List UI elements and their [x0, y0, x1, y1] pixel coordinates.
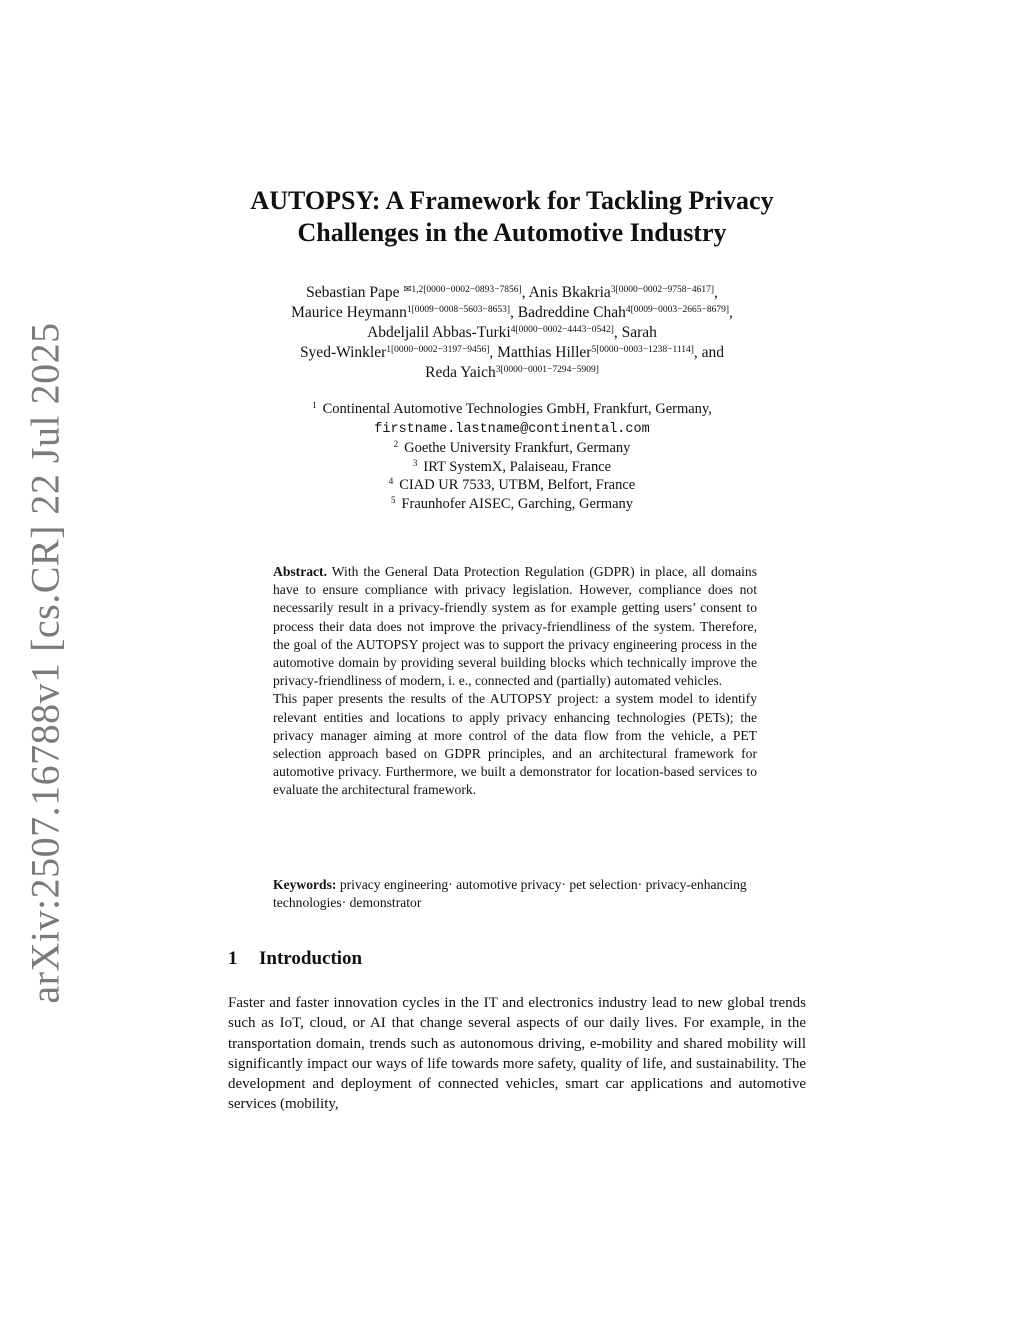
- affiliation-5: $^5$ Fraunhofer AISEC, Garching, Germany: [390, 494, 634, 512]
- section-number: 1: [228, 948, 238, 969]
- keywords: [273, 876, 773, 912]
- author-list: [0, 283, 1024, 383]
- author-name: Maurice Heymann: [291, 304, 407, 321]
- abstract-label: Abstract.: [273, 564, 327, 579]
- keywords-text: privacy engineering· automotive privacy· pet selection· privacy-enhancing technologies· demonstrator: [273, 877, 747, 910]
- author-line-4: Syed-Winkler$^{1[0000-0002-3197-9456]}$, Matthias Hiller$^{5[0000-0003-1238-1114]}$, and: [299, 344, 725, 361]
- author-name: Syed-Winkler: [299, 344, 387, 361]
- abstract-paragraph-1: [273, 563, 757, 690]
- keywords-label: Keywords:: [273, 877, 337, 892]
- author-line-3: Abdeljalil Abbas-Turki$^{4[0000-0002-4443-0542]}$, Sarah: [367, 324, 657, 341]
- author-name: Anis Bkakria: [528, 284, 611, 301]
- author-name: Abdeljalil Abbas-Turki: [367, 324, 511, 341]
- author-line-2: Maurice Heymann$^{1[0009-0008-5603-8653]}$, Badreddine Chah$^{4[0009-0003-2665-8679]}$,: [291, 304, 733, 321]
- author-line-5: [0, 363, 1024, 383]
- paper-title: [0, 185, 1024, 249]
- author-orcid: ✉1,2[0000−0002−0893−7856]: [403, 285, 522, 295]
- affiliation-3: $^3$ IRT SystemX, Palaiseau, France: [412, 457, 612, 475]
- intro-paragraph: Faster and faster innovation cycles in the IT and electronics industry lead to new global trends such as IoT, cloud, or AI that change several aspects of our daily lives. For example, in the transportation domain, trends such as autonomous driving, e-mobility and shared mobility will significantly impact our ways of life towards more safety, quality of life, and sustainability. The development and deployment of connected vehicles, smart car applications and automotive services (mobility,: [228, 995, 806, 1113]
- affiliation-2: $^2$ Goethe University Frankfurt, Germany: [393, 439, 631, 456]
- author-line-1: Sebastian Pape $^{✉1,2[0000-0002-0893-7856]}$, Anis Bkakria$^{3[0000-0002-9758-4617]}$,: [306, 284, 718, 301]
- abstract: [273, 563, 757, 800]
- author-name: Sebastian Pape: [306, 284, 400, 301]
- title-line-1: AUTOPSY: A Framework for Tackling Privacy: [250, 186, 774, 215]
- section-title: Introduction: [259, 948, 363, 969]
- section-heading: [228, 948, 362, 970]
- author-orcid: 4[0000−0002−4443−0542]: [510, 325, 614, 335]
- affiliation-4: $^4$ CIAD UR 7533, UTBM, Belfort, France: [388, 476, 636, 493]
- email-address: firstname.lastname@continental.com: [374, 421, 650, 437]
- title-line-2: Challenges in the Automotive Industry: [297, 218, 727, 247]
- author-orcid: 5[0000−0003−1238−1114]: [591, 345, 694, 355]
- author-orcid: 4[0009−0003−2665−8679]: [625, 305, 729, 315]
- author-name: Matthias Hiller: [497, 344, 592, 361]
- author-orcid: 3[0000−0001−7294−5909]: [495, 365, 599, 375]
- author-orcid: 1[0009−0008−5603−8653]: [406, 305, 511, 315]
- author-orcid: 3[0000−0002−9758−4617]: [610, 285, 714, 295]
- author-name: Reda Yaich: [425, 364, 496, 381]
- author-name: Badreddine Chah: [517, 304, 626, 321]
- author-orcid: 1[0000−0002−3197−9456]: [386, 345, 490, 355]
- affiliation-1: $^1$ Continental Automotive Technologies GmbH, Frankfurt, Germany,: [312, 400, 712, 417]
- affiliations: [0, 400, 1024, 513]
- abstract-text-1: With the General Data Protection Regulation (GDPR) in place, all domains have to ensure compliance with privacy legislation. However, compliance does not necessarily result in a privacy-friendly system as for example getting users’ consent to process their data does not improve the privacy-friendliness of the system. Therefore, the goal of the AUTOPSY project was to support the privacy engineering process in the automotive domain by providing several building blocks which technically improve the privacy-friendliness of modern, i. e., connected and (partially) automated vehicles.: [273, 564, 758, 689]
- author-name: Sarah: [621, 324, 657, 341]
- and-text: and: [701, 344, 725, 361]
- arxiv-identifier: arXiv:2507.16788v1 [cs.CR] 22 Jul 2025: [22, 322, 68, 1004]
- abstract-paragraph-2: This paper presents the results of the AUTOPSY project: a system model to identify relevant entities and locations to apply privacy enhancing technologies (PETs); the privacy manager aiming at more control of the data flow from the vehicle, a PET selection approach based on GDPR principles, and an architectural framework for automotive privacy. Furthermore, we built a demonstrator for location-based services to evaluate the architectural framework.: [273, 691, 757, 798]
- affiliation-email: [0, 419, 1024, 440]
